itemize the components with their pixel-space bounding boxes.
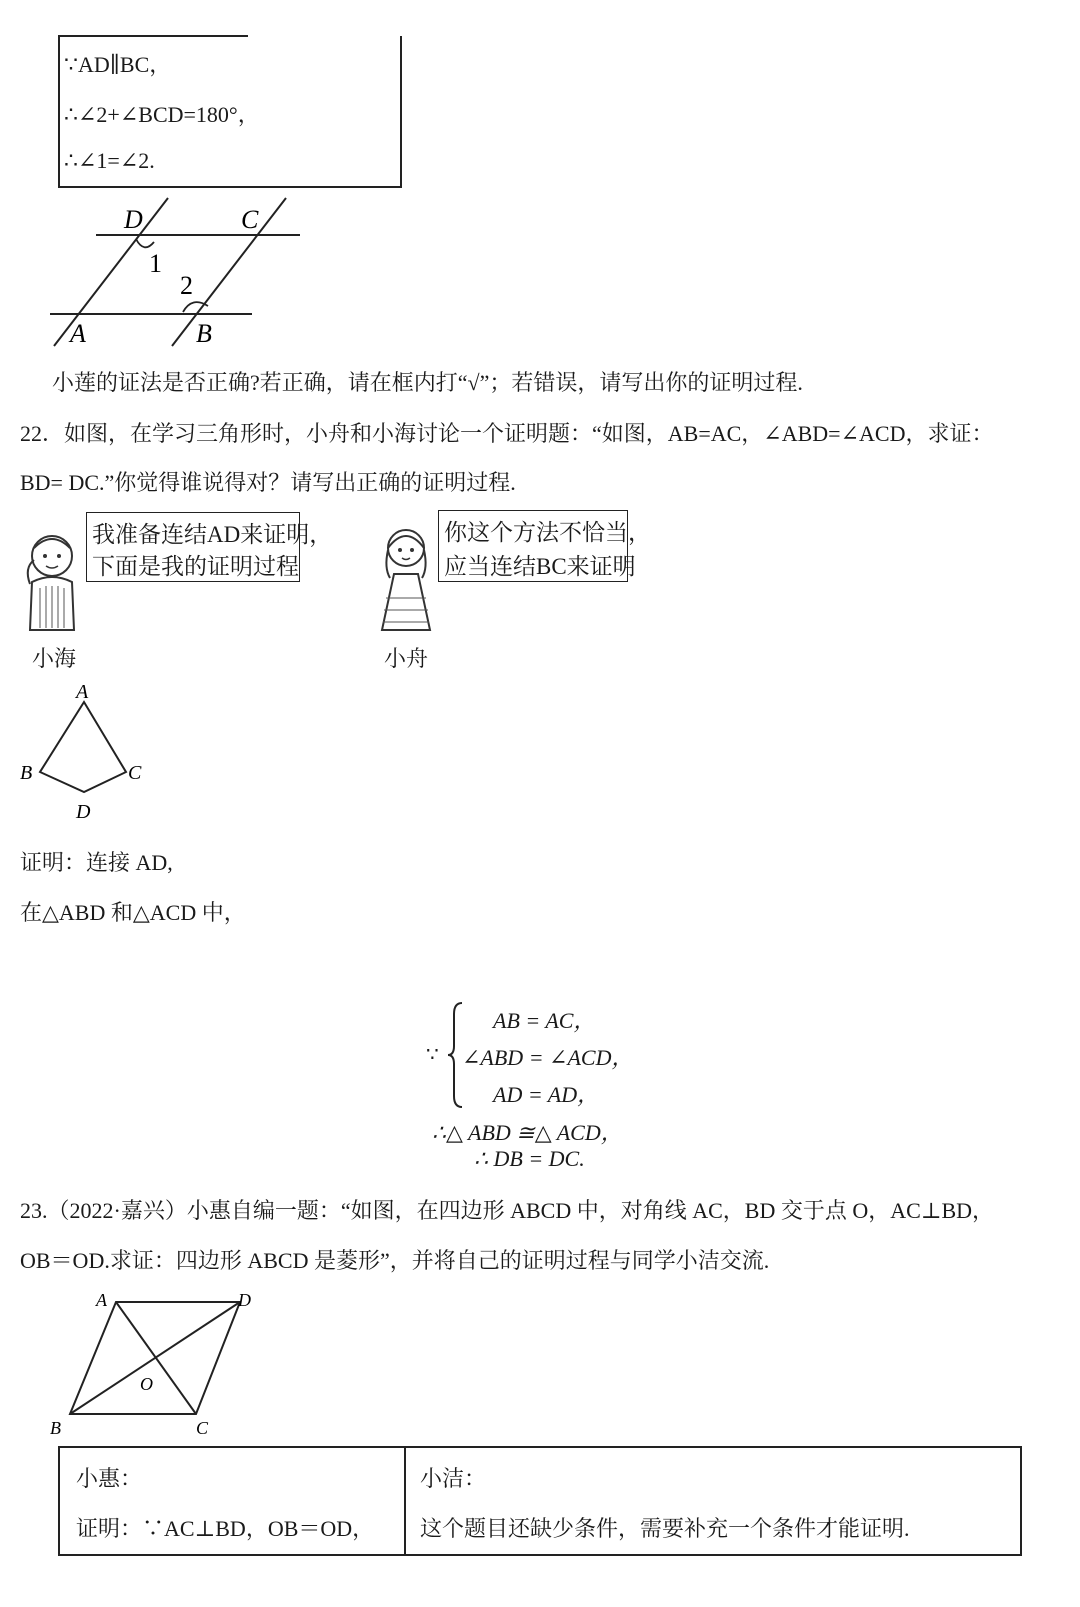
system-line-1: AB = AC， bbox=[493, 1008, 596, 1033]
xiaohai-name: 小海 bbox=[32, 646, 77, 671]
proof-box-top-border bbox=[58, 35, 248, 37]
rhombus-figure bbox=[46, 1284, 266, 1444]
label-C: C bbox=[128, 762, 142, 784]
q22-line-2: BD= DC.”你觉得谁说得对？请写出正确的证明过程. bbox=[20, 470, 516, 495]
q21-question: 小莲的证法是否正确?若正确，请在框内打“√”；若错误，请写出你的证明过程. bbox=[52, 370, 803, 395]
angle-1-arc bbox=[136, 239, 154, 247]
q23-line-1: 23.（2022·嘉兴）小惠自编一题：“如图，在四边形 ABCD 中，对角线 AC，BD 交于点 O，AC⊥BD， bbox=[20, 1198, 995, 1223]
label-D: D bbox=[238, 1290, 251, 1310]
kite-figure bbox=[14, 680, 164, 825]
because-symbol: ∵ bbox=[426, 1044, 439, 1066]
q22-line-1: 22．如图，在学习三角形时，小舟和小海讨论一个证明题：“如图，AB=AC，∠ABD=∠ACD，求证： bbox=[20, 421, 994, 446]
xiaozhou-illustration bbox=[376, 520, 436, 636]
label-A: A bbox=[96, 1290, 107, 1310]
proof-line-3: ∴∠1=∠2. bbox=[64, 148, 155, 173]
diagonal-bd bbox=[70, 1302, 240, 1414]
q22-proof-intro: 证明：连接 AD, bbox=[20, 850, 173, 875]
system-line-2: ∠ABD = ∠ACD， bbox=[462, 1045, 634, 1070]
angle-2-arc bbox=[183, 302, 208, 312]
xiaohai-bubble-line-1: 我准备连结AD来证明， bbox=[92, 522, 333, 547]
xiaohui-proof: 证明：∵AC⊥BD，OB＝OD， bbox=[76, 1516, 375, 1541]
label-O: O bbox=[140, 1374, 153, 1394]
xiaohai-illustration bbox=[16, 528, 88, 636]
xiaojie-comment: 这个题目还缺少条件，需要补充一个条件才能证明. bbox=[420, 1516, 910, 1541]
xiaozhou-name: 小舟 bbox=[384, 646, 429, 671]
proof-line-2: ∴∠2+∠BCD=180°， bbox=[64, 102, 260, 127]
q23-line-2: OB＝OD.求证：四边形 ABCD 是菱形”，并将自己的证明过程与同学小洁交流. bbox=[20, 1248, 770, 1273]
xiaohui-name: 小惠： bbox=[76, 1466, 143, 1491]
conclusion-2: ∴ DB = DC. bbox=[474, 1146, 585, 1171]
label-A: A bbox=[70, 319, 86, 348]
q22-proof-in: 在△ABD 和△ACD 中， bbox=[20, 900, 246, 925]
proof-line-1: ∵AD∥BC， bbox=[64, 52, 172, 77]
label-B: B bbox=[50, 1418, 61, 1438]
kite-shape bbox=[40, 702, 126, 792]
xiaohai-bubble-line-2: 下面是我的证明过程 bbox=[92, 554, 299, 579]
xiaozhou-bubble-line-2: 应当连结BC来证明 bbox=[444, 554, 636, 579]
parallel-lines-figure bbox=[40, 190, 320, 350]
xiaojie-name: 小洁： bbox=[420, 1466, 487, 1491]
label-C: C bbox=[241, 205, 259, 234]
label-D: D bbox=[124, 205, 143, 234]
xiaozhou-bubble-line-1: 你这个方法不恰当， bbox=[444, 520, 651, 545]
conclusion-1: ∴△ ABD ≅△ ACD， bbox=[432, 1120, 623, 1145]
label-B: B bbox=[20, 762, 33, 784]
label-D: D bbox=[76, 801, 91, 823]
label-angle-2: 2 bbox=[180, 271, 193, 300]
label-angle-1: 1 bbox=[149, 249, 162, 278]
label-C: C bbox=[196, 1418, 209, 1438]
table-divider bbox=[404, 1446, 406, 1554]
label-B: B bbox=[196, 319, 212, 348]
label-A: A bbox=[76, 681, 89, 703]
system-line-3: AD = AD， bbox=[493, 1082, 600, 1107]
